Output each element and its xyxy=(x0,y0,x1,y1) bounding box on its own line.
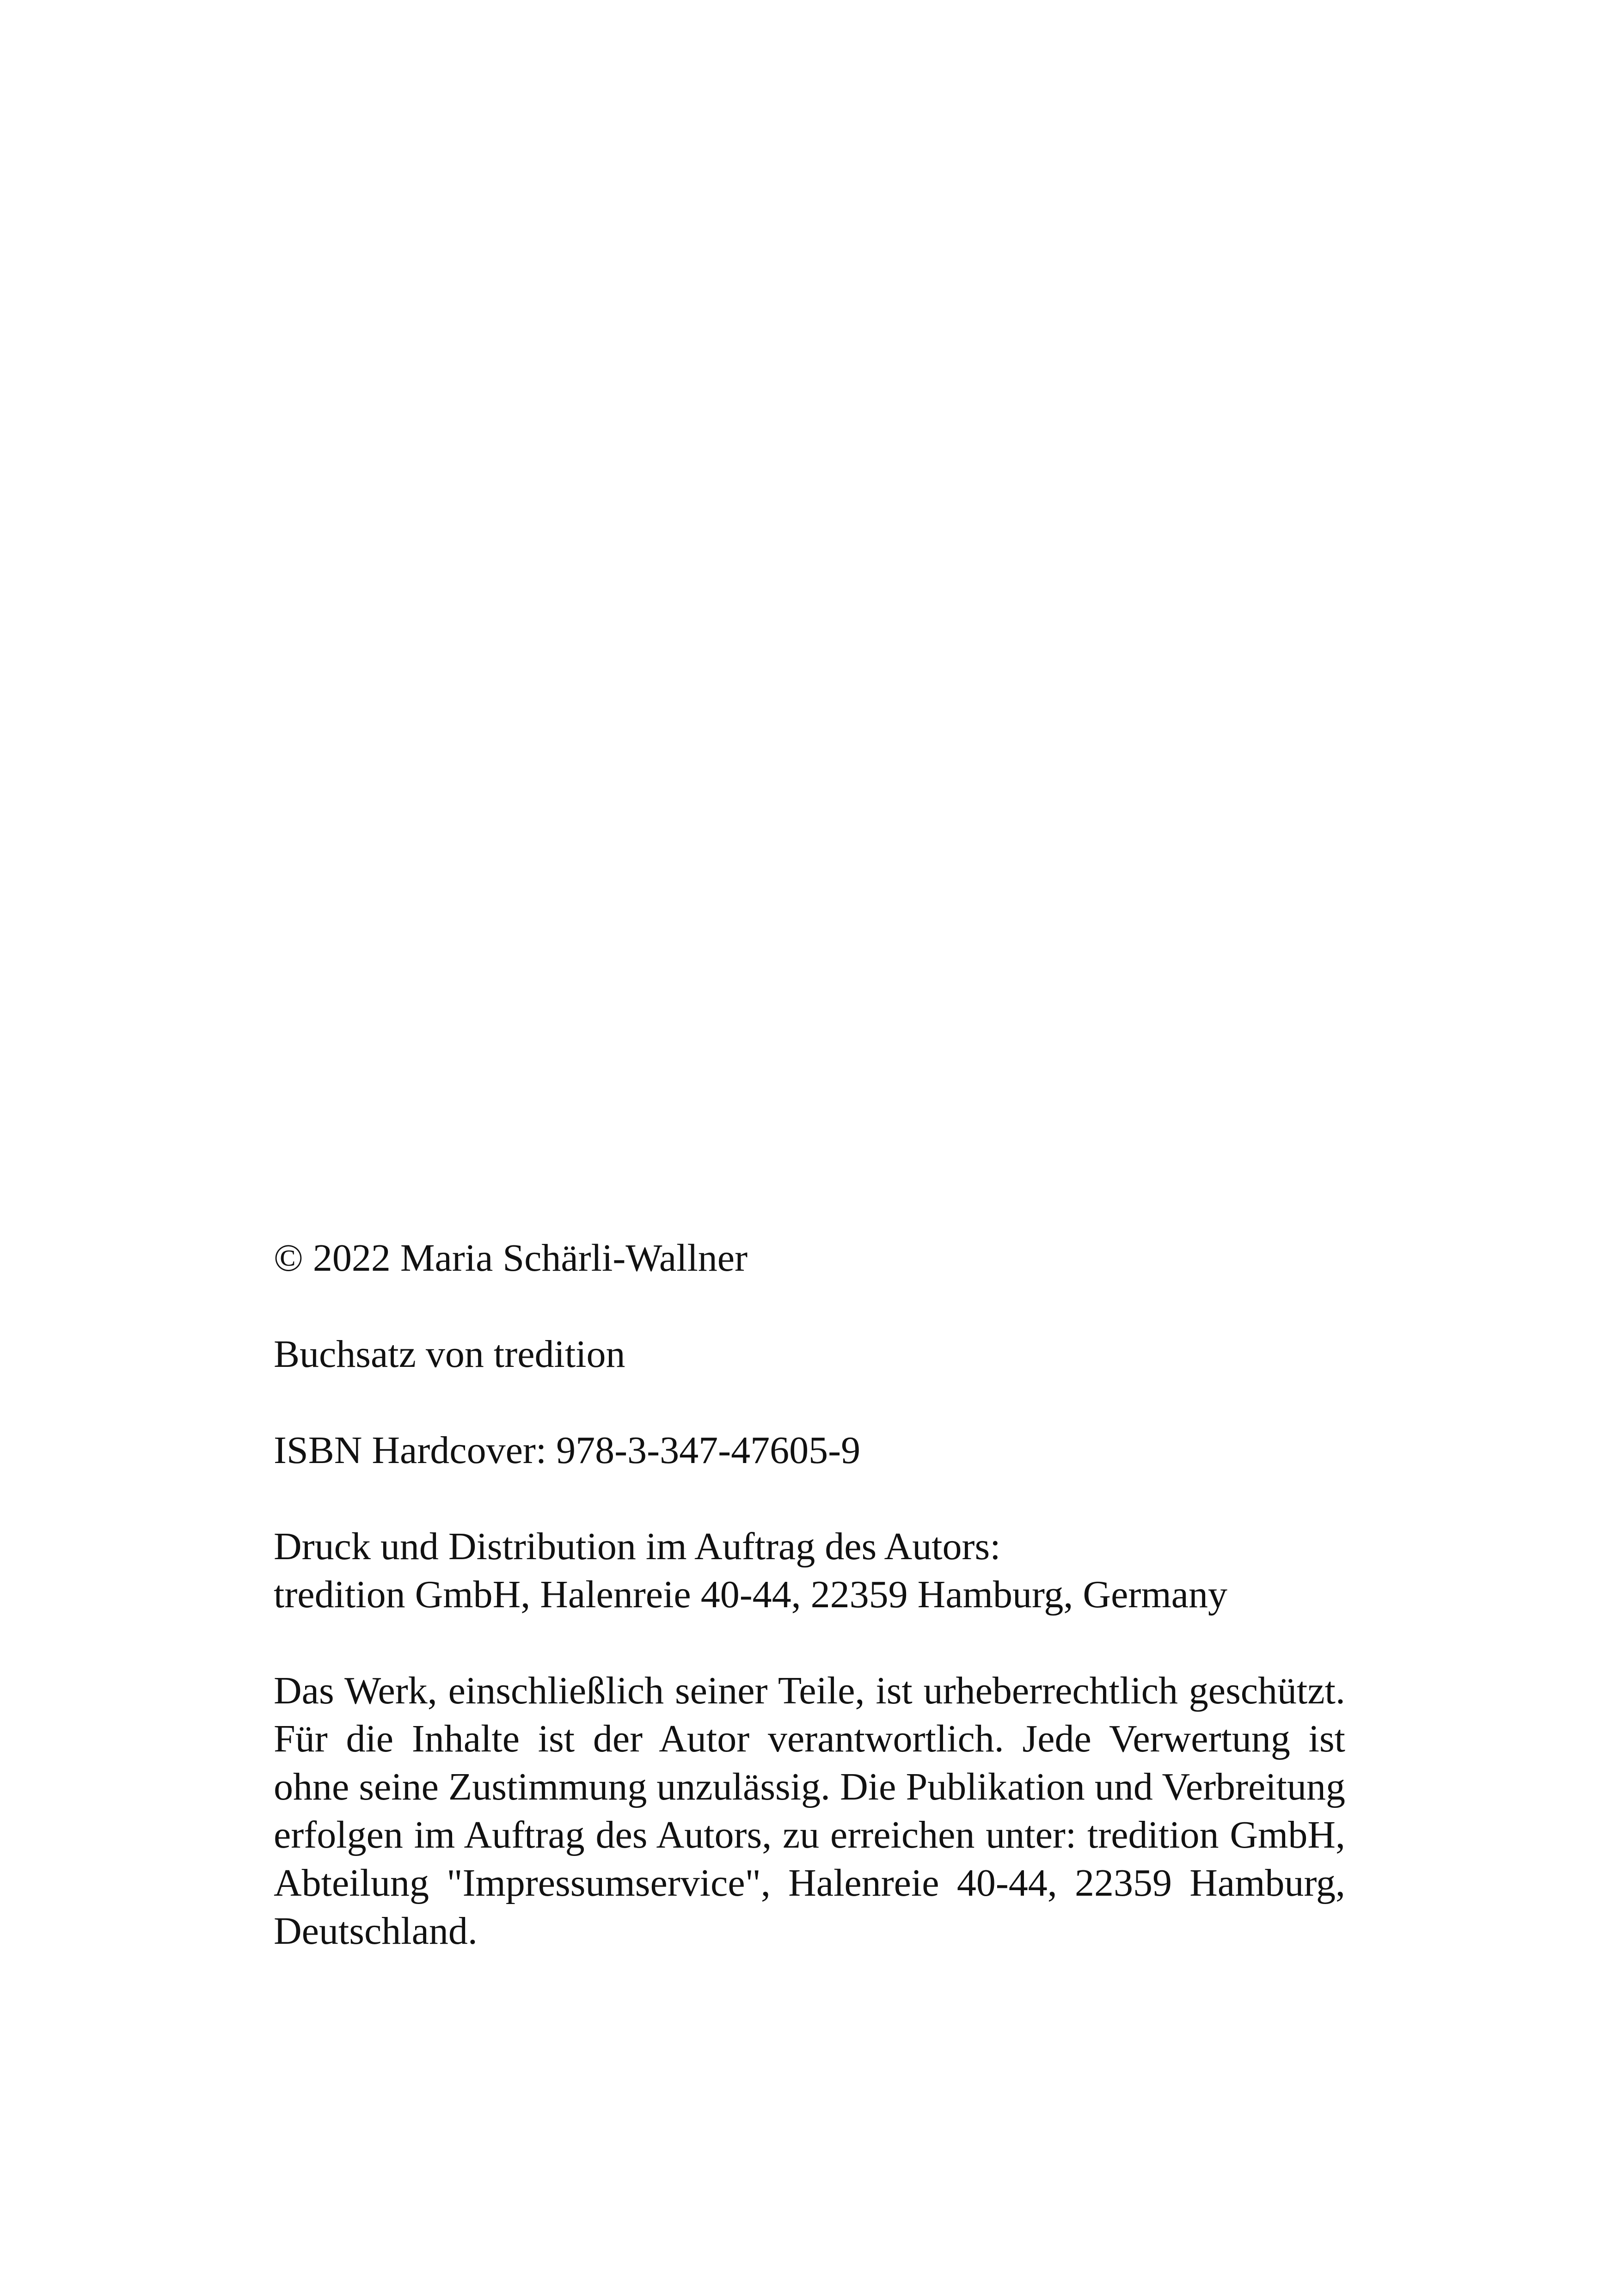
typesetting-line: Buchsatz von tredition xyxy=(274,1333,625,1376)
imprint-block xyxy=(274,1234,1345,1955)
distribution-line-2: tredition GmbH, Halenreie 40-44, 22359 Hamburg, Germany xyxy=(274,1573,1227,1616)
copyright-notice: Das Werk, einschließlich seiner Teile, ist urheberrechtlich geschützt. Für die Inhalte ist der Autor verantwortlich. Jede Verwertung ist ohne seine Zustimmung unzulässig. Die Publikation und Verbreitung erfolgen im Auftrag des Autors, zu erreichen unter: tredition GmbH, Abteilung "Impressumservice", Halenreie 40-44, 22359 Hamburg, Deutschland. xyxy=(274,1669,1345,1953)
copyright-line: © 2022 Maria Schärli-Wallner xyxy=(274,1237,748,1280)
distribution-block xyxy=(274,1523,1345,1619)
distribution-line-1: Druck und Distribution im Auftrag des Autors: xyxy=(274,1525,1001,1568)
isbn-line: ISBN Hardcover: 978-3-347-47605-9 xyxy=(274,1429,861,1472)
